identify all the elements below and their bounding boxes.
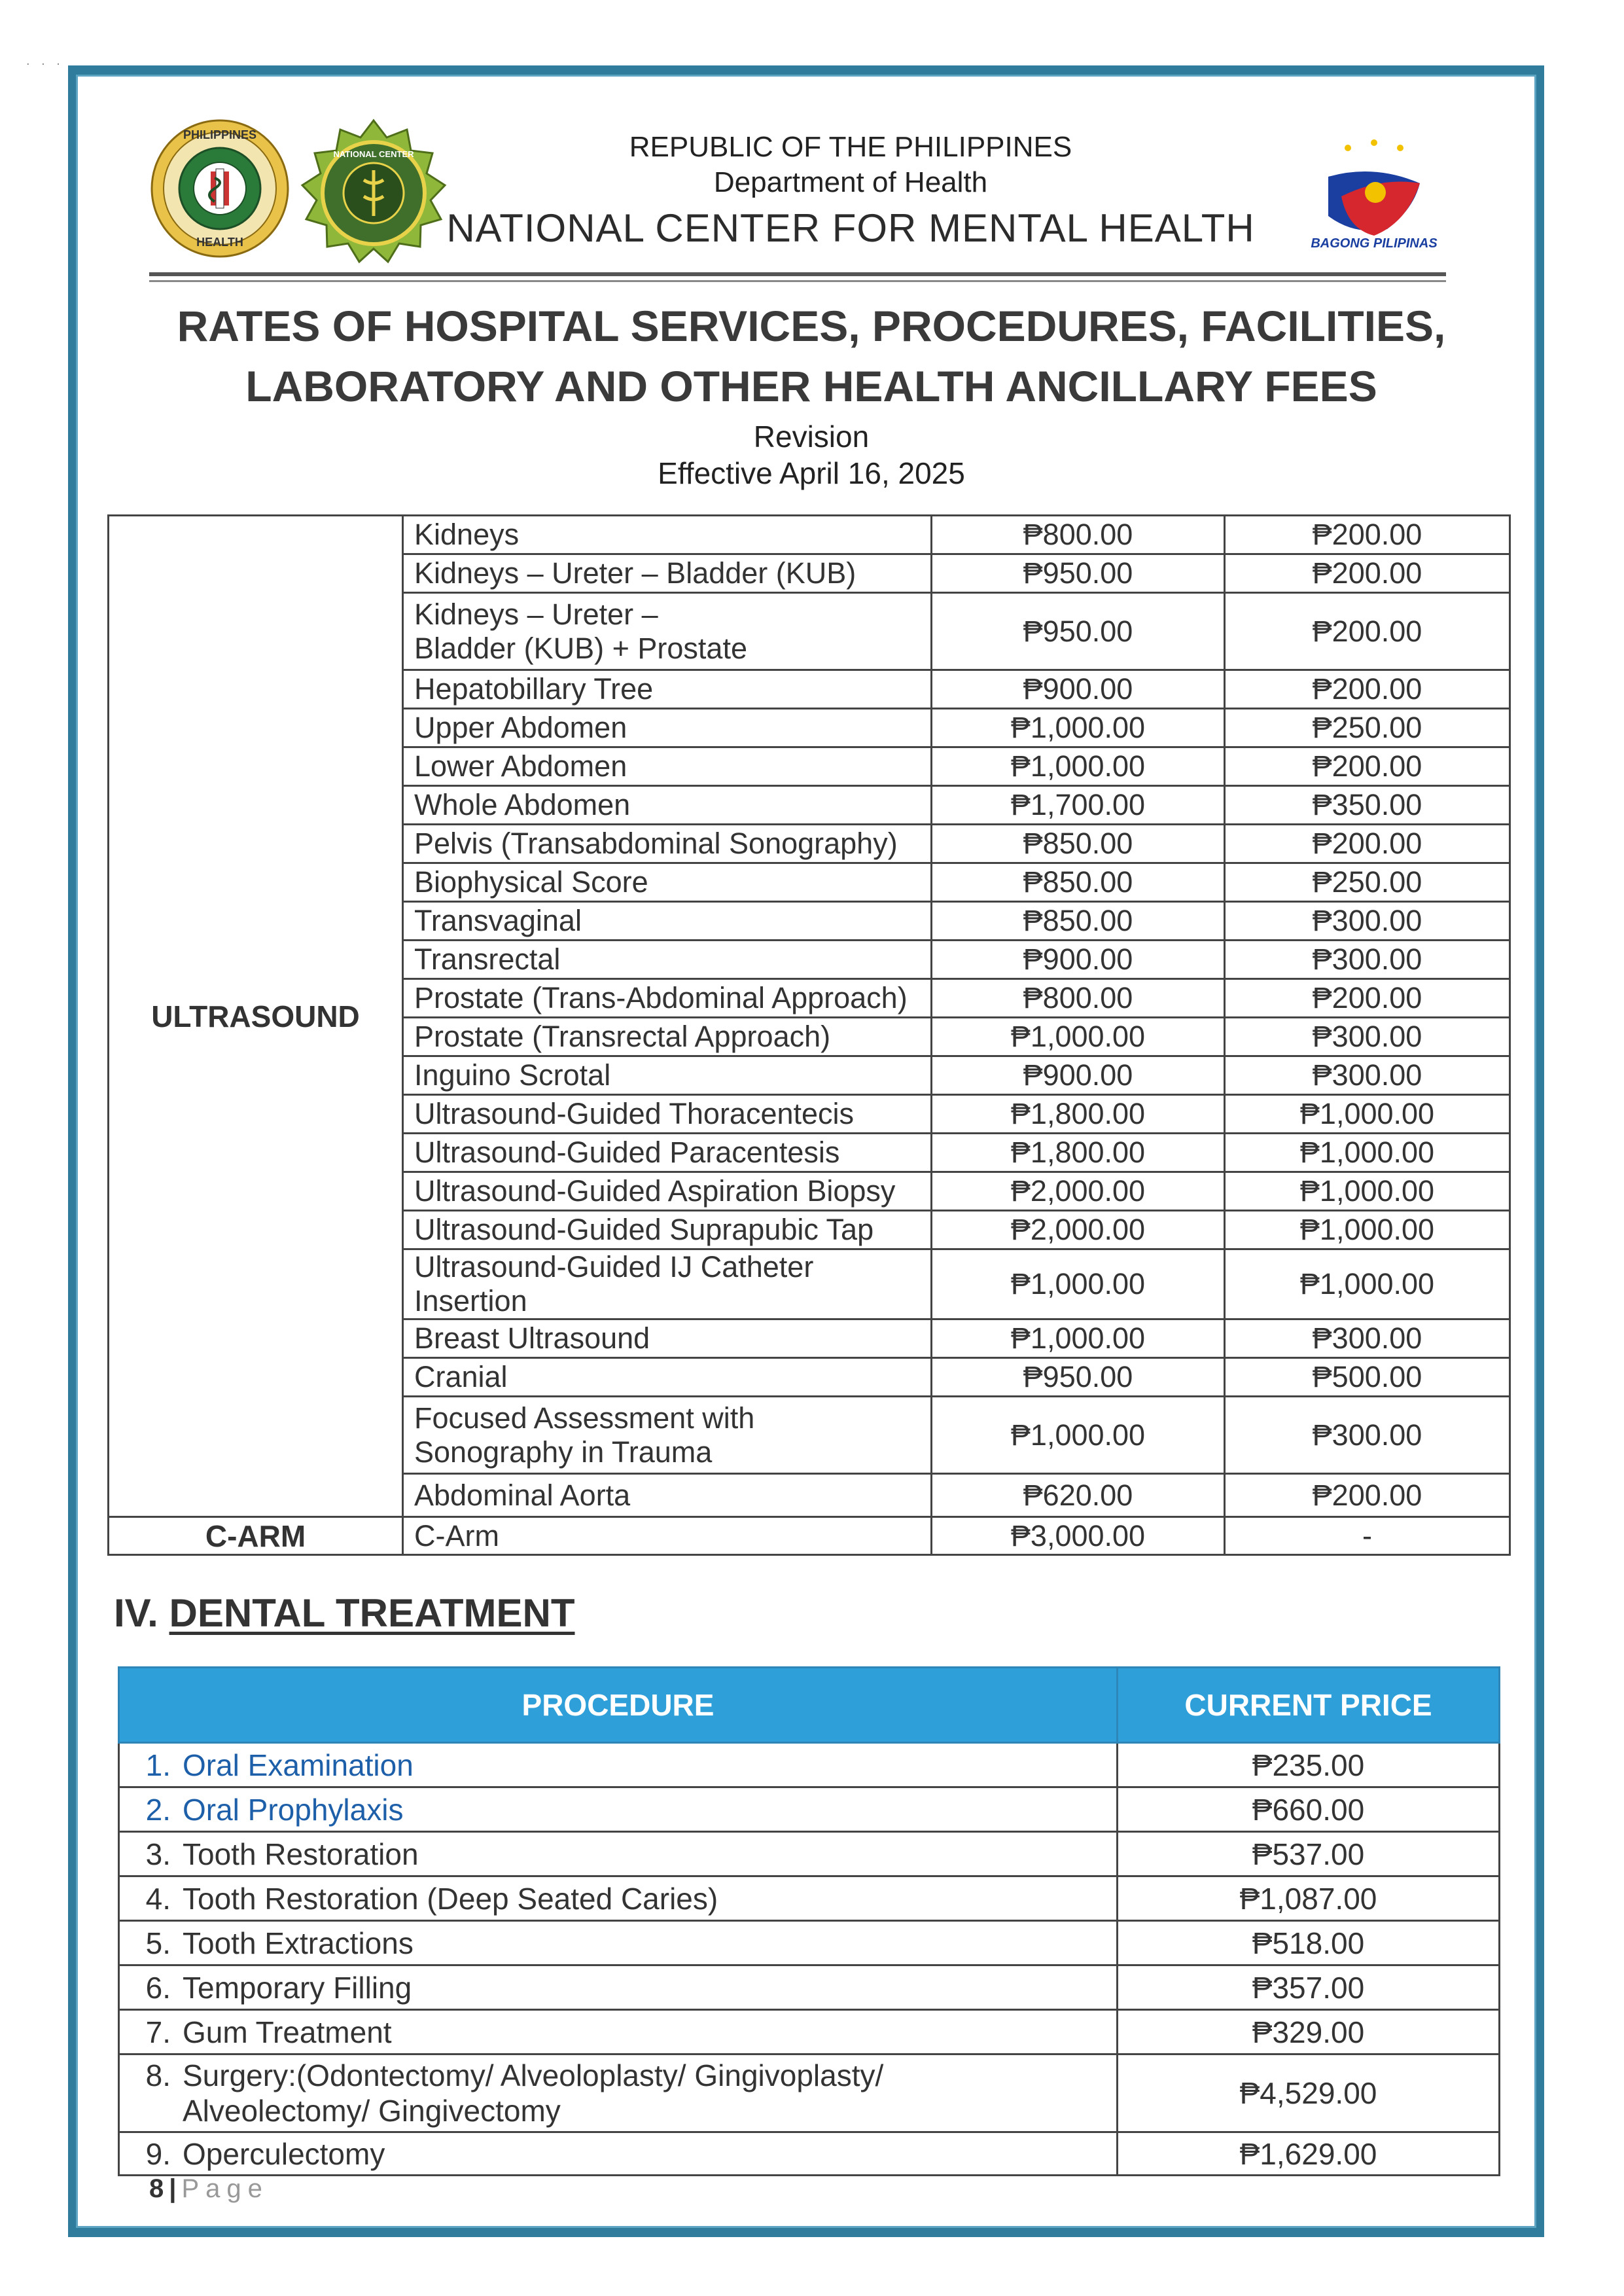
price-cell: ₱500.00: [1225, 1358, 1510, 1397]
table-row: [119, 1965, 1500, 2010]
document-title-line1: RATES OF HOSPITAL SERVICES, PROCEDURES, FACILITIES,: [177, 302, 1446, 350]
price-cell: ₱200.00: [1225, 825, 1510, 863]
procedure-cell: [119, 2054, 1118, 2132]
price-cell: ₱300.00: [1225, 1319, 1510, 1358]
table-row: [119, 1832, 1500, 1876]
price-cell: ₱357.00: [1118, 1965, 1500, 2010]
price-cell: ₱200.00: [1225, 747, 1510, 786]
table-row: [119, 1743, 1500, 1787]
price-cell: ₱200.00: [1225, 554, 1510, 593]
service-name: Whole Abdomen: [403, 786, 932, 825]
service-name: Lower Abdomen: [403, 747, 932, 786]
price-cell: ₱3,000.00: [932, 1517, 1225, 1555]
price-cell: ₱200.00: [1225, 670, 1510, 709]
service-name: Breast Ultrasound: [403, 1319, 932, 1358]
table-header-row: [119, 1668, 1500, 1743]
price-cell: ₱800.00: [932, 979, 1225, 1018]
table-row: [119, 2054, 1500, 2132]
price-cell: ₱1,700.00: [932, 786, 1225, 825]
header-republic: REPUBLIC OF THE PHILIPPINES: [629, 131, 1072, 163]
procedure-name: Tooth Restoration: [183, 1837, 419, 1871]
service-name: Prostate (Transrectal Approach): [403, 1018, 932, 1056]
row-number: 2.: [145, 1792, 171, 1827]
service-name: Ultrasound-Guided IJ Catheter Insertion: [403, 1249, 932, 1319]
ultrasound-rates-table: [107, 514, 1511, 1556]
price-cell: ₱950.00: [932, 1358, 1225, 1397]
price-cell: ₱950.00: [932, 554, 1225, 593]
header-department: Department of Health: [713, 166, 988, 198]
svg-text:HEALTH: HEALTH: [196, 236, 243, 249]
dental-treatment-table: [118, 1666, 1500, 2176]
row-number: 9.: [145, 2136, 171, 2171]
service-name: Ultrasound-Guided Thoracentecis: [403, 1095, 932, 1134]
price-cell: ₱200.00: [1225, 979, 1510, 1018]
page-number: 8: [149, 2174, 164, 2203]
procedure-name: Operculectomy: [183, 2136, 385, 2171]
price-cell: ₱800.00: [932, 516, 1225, 554]
price-cell: ₱200.00: [1225, 516, 1510, 554]
price-cell: ₱850.00: [932, 825, 1225, 863]
service-name: Kidneys – Ureter – Bladder (KUB): [403, 554, 932, 593]
column-header-procedure: PROCEDURE: [119, 1668, 1118, 1743]
price-cell: ₱900.00: [932, 1056, 1225, 1095]
service-name: Biophysical Score: [403, 863, 932, 902]
price-cell: ₱300.00: [1225, 1018, 1510, 1056]
bagong-pilipinas-logo: [1302, 137, 1446, 268]
service-name: Cranial: [403, 1358, 932, 1397]
procedure-cell: [119, 1921, 1118, 1965]
price-cell: ₱900.00: [932, 941, 1225, 979]
bagong-pilipinas-caption: BAGONG PILIPINAS: [1311, 236, 1438, 251]
table-row: [119, 1876, 1500, 1921]
service-name: Ultrasound-Guided Aspiration Biopsy: [403, 1172, 932, 1211]
price-cell: ₱1,629.00: [1118, 2132, 1500, 2176]
row-number: 4.: [145, 1881, 171, 1916]
svg-text:NATIONAL CENTER: NATIONAL CENTER: [333, 149, 414, 159]
category-ultrasound: ULTRASOUND: [109, 516, 403, 1517]
procedure-cell: [119, 1876, 1118, 1921]
section-title: DENTAL TREATMENT: [169, 1591, 575, 1635]
price-cell: ₱300.00: [1225, 1056, 1510, 1095]
scan-dots: . . .: [26, 54, 64, 68]
price-cell: ₱1,000.00: [1225, 1134, 1510, 1172]
price-cell: ₱1,000.00: [932, 1319, 1225, 1358]
header-rule: [149, 272, 1446, 276]
row-number: 7.: [145, 2015, 171, 2049]
header-ncmh: NATIONAL CENTER FOR MENTAL HEALTH: [446, 206, 1255, 250]
service-name: Kidneys – Ureter – Bladder (KUB) + Prostate: [403, 593, 932, 670]
service-name: Ultrasound-Guided Suprapubic Tap: [403, 1211, 932, 1249]
price-cell: ₱1,000.00: [1225, 1095, 1510, 1134]
procedure-cell: [119, 1787, 1118, 1832]
price-cell: ₱620.00: [932, 1474, 1225, 1517]
price-cell: ₱350.00: [1225, 786, 1510, 825]
price-cell: ₱518.00: [1118, 1921, 1500, 1965]
service-name: Inguino Scrotal: [403, 1056, 932, 1095]
table-row: [119, 2010, 1500, 2054]
price-cell: ₱2,000.00: [932, 1172, 1225, 1211]
price-cell: ₱850.00: [932, 902, 1225, 941]
price-cell: ₱300.00: [1225, 1397, 1510, 1474]
procedure-name: Tooth Restoration (Deep Seated Caries): [183, 1881, 718, 1916]
price-cell: ₱900.00: [932, 670, 1225, 709]
section-number: IV.: [114, 1591, 158, 1635]
price-cell: ₱200.00: [1225, 1474, 1510, 1517]
category-carm: C-ARM: [109, 1517, 403, 1555]
procedure-name: Oral Prophylaxis: [183, 1792, 404, 1827]
procedure-name: Gum Treatment: [183, 2015, 392, 2049]
service-name: Transvaginal: [403, 902, 932, 941]
price-cell: ₱1,800.00: [932, 1134, 1225, 1172]
table-row: [119, 1921, 1500, 1965]
revision-label: Revision: [753, 420, 870, 454]
service-name: Pelvis (Transabdominal Sonography): [403, 825, 932, 863]
procedure-cell: [119, 1832, 1118, 1876]
price-cell: ₱950.00: [932, 593, 1225, 670]
price-cell: ₱1,000.00: [932, 1249, 1225, 1319]
price-cell: ₱200.00: [1225, 593, 1510, 670]
price-cell: ₱1,000.00: [1225, 1249, 1510, 1319]
price-cell: ₱1,087.00: [1118, 1876, 1500, 1921]
service-name: Prostate (Trans-Abdominal Approach): [403, 979, 932, 1018]
svg-text:PHILIPPINES: PHILIPPINES: [183, 128, 257, 141]
row-number: 1.: [145, 1748, 171, 1782]
row-number: 8.: [145, 2058, 171, 2092]
section-heading-dental: [114, 1590, 574, 1636]
price-cell: ₱250.00: [1225, 709, 1510, 747]
price-cell: ₱300.00: [1225, 902, 1510, 941]
price-cell: ₱329.00: [1118, 2010, 1500, 2054]
procedure-name: Tooth Extractions: [183, 1926, 414, 1960]
service-name: Kidneys: [403, 516, 932, 554]
row-number: 6.: [145, 1970, 171, 2005]
page-footer: [149, 2174, 269, 2204]
procedure-name: Oral Examination: [183, 1748, 414, 1782]
page-word: Page: [181, 2174, 269, 2203]
price-cell: -: [1225, 1517, 1510, 1555]
price-cell: ₱1,000.00: [1225, 1211, 1510, 1249]
header-rule-thin: [149, 280, 1446, 282]
procedure-cell: [119, 2132, 1118, 2176]
price-cell: ₱1,000.00: [1225, 1172, 1510, 1211]
row-number: 3.: [145, 1837, 171, 1871]
procedure-cell: [119, 1965, 1118, 2010]
column-header-price: CURRENT PRICE: [1118, 1668, 1500, 1743]
price-cell: ₱1,000.00: [932, 709, 1225, 747]
price-cell: ₱235.00: [1118, 1743, 1500, 1787]
service-name: Ultrasound-Guided Paracentesis: [403, 1134, 932, 1172]
service-name: Focused Assessment with Sonography in Trauma: [403, 1397, 932, 1474]
price-cell: ₱1,800.00: [932, 1095, 1225, 1134]
row-number: 5.: [145, 1926, 171, 1960]
procedure-name: Temporary Filling: [183, 1970, 412, 2005]
price-cell: ₱1,000.00: [932, 747, 1225, 786]
table-row: [109, 516, 1510, 554]
service-name: Abdominal Aorta: [403, 1474, 932, 1517]
page-separator: |: [169, 2174, 177, 2203]
price-cell: ₱4,529.00: [1118, 2054, 1500, 2132]
service-name: Hepatobillary Tree: [403, 670, 932, 709]
service-name: Transrectal: [403, 941, 932, 979]
effective-date: Effective April 16, 2025: [658, 456, 965, 490]
procedure-cell: [119, 1743, 1118, 1787]
price-cell: ₱850.00: [932, 863, 1225, 902]
table-row: [109, 1517, 1510, 1555]
price-cell: ₱250.00: [1225, 863, 1510, 902]
procedure-name: Surgery:(Odontectomy/ Alveoloplasty/ Gingivoplasty/ Alveolectomy/ Gingivectomy: [183, 2058, 884, 2128]
price-cell: ₱1,000.00: [932, 1018, 1225, 1056]
table-row: [119, 2132, 1500, 2176]
price-cell: ₱300.00: [1225, 941, 1510, 979]
doh-seal-logo: [149, 118, 291, 259]
document-title-line2: LABORATORY AND OTHER HEALTH ANCILLARY FEES: [245, 362, 1377, 410]
price-cell: ₱1,000.00: [932, 1397, 1225, 1474]
table-row: [119, 1787, 1500, 1832]
service-name: C-Arm: [403, 1517, 932, 1555]
price-cell: ₱537.00: [1118, 1832, 1500, 1876]
procedure-cell: [119, 2010, 1118, 2054]
service-name: Upper Abdomen: [403, 709, 932, 747]
price-cell: ₱2,000.00: [932, 1211, 1225, 1249]
price-cell: ₱660.00: [1118, 1787, 1500, 1832]
